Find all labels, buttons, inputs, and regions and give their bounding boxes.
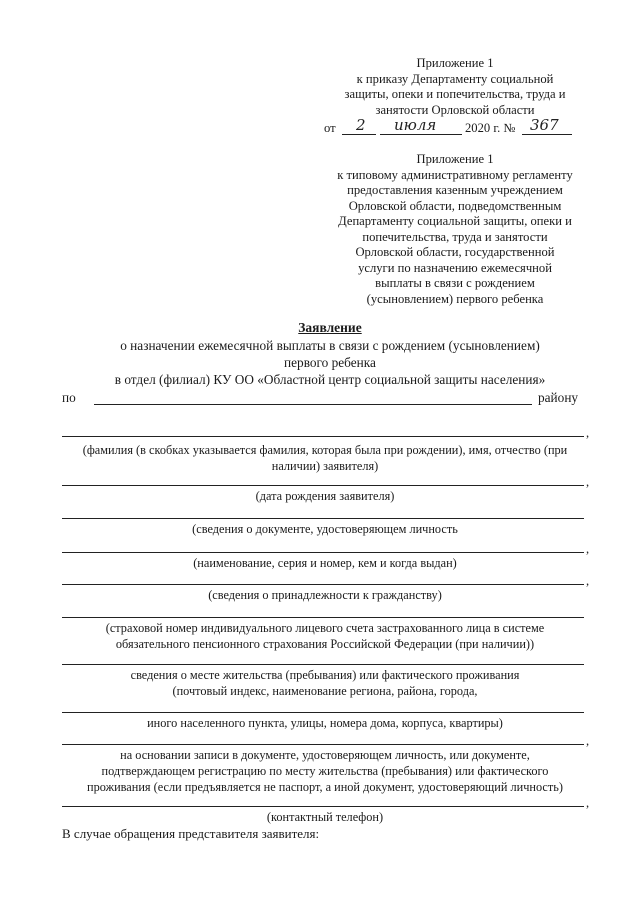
address-caption-3: иного населенного пункта, улицы, номера дома, корпуса, квартиры) bbox=[147, 716, 503, 730]
district-prefix: по bbox=[62, 390, 76, 405]
document-comma: , bbox=[586, 542, 590, 556]
fio-caption-1: (фамилия (в скобках указывается фамилия, которая была при рождении), имя, отчество (при bbox=[82, 443, 568, 457]
document-caption: (сведения о документе, удостоверяющем личность bbox=[192, 522, 458, 536]
document-detail-input-line[interactable] bbox=[62, 552, 584, 553]
district-input-line[interactable] bbox=[94, 404, 532, 405]
phone-input-line[interactable] bbox=[62, 806, 584, 807]
fio-comma: , bbox=[586, 426, 590, 440]
basis-caption-1: на основании записи в документе, удостоверяющем личность, или документе, bbox=[120, 748, 530, 762]
order-number: 367 bbox=[530, 116, 559, 134]
order-day: 2 bbox=[356, 116, 366, 134]
snils-caption-1: (страховой номер индивидуального лицевого счета застрахованного лица в системе bbox=[105, 621, 545, 635]
appendix-1-title: Приложение 1 bbox=[416, 56, 494, 70]
birth-date-input-line[interactable] bbox=[62, 485, 584, 486]
basis-caption-2: подтверждающем регистрацию по месту жительства (пребывания) или фактического bbox=[101, 764, 549, 778]
snils-caption-2: обязательного пенсионного страхования Российской Федерации (при наличии)) bbox=[115, 637, 535, 651]
order-year: 2020 г. № bbox=[465, 121, 516, 135]
appendix-1-line: занятости Орловской области bbox=[375, 102, 535, 117]
appendix-2-line: Департаменту социальной защиты, опеки и bbox=[338, 214, 572, 228]
birth-date-caption: (дата рождения заявителя) bbox=[255, 489, 395, 503]
document-input-line[interactable] bbox=[62, 518, 584, 519]
document-detail-caption: (наименование, серия и номер, кем и когда выдан) bbox=[193, 556, 457, 570]
order-month-line bbox=[380, 134, 462, 135]
appendix-2-line: к типовому административному регламенту bbox=[337, 167, 573, 182]
snils-input-line[interactable] bbox=[62, 617, 584, 618]
order-prefix: от bbox=[324, 121, 336, 135]
appendix-2-line: (усыновлением) первого ребенка bbox=[366, 291, 544, 306]
birth-comma: , bbox=[586, 475, 590, 489]
address-input-line[interactable] bbox=[62, 664, 584, 665]
fio-input-line[interactable] bbox=[62, 436, 584, 437]
appendix-2-line: предоставления казенным учреждением bbox=[347, 183, 563, 197]
phone-caption: (контактный телефон) bbox=[266, 810, 384, 824]
citizenship-caption: (сведения о принадлежности к гражданству) bbox=[208, 588, 442, 602]
appendix-1-line: защиты, опеки и попечительства, труда и bbox=[344, 87, 566, 101]
citizenship-input-line[interactable] bbox=[62, 584, 584, 585]
heading-line-2: первого ребенка bbox=[284, 355, 376, 370]
basis-caption-3: проживания (если предъявляется не паспорт, а иной документ, удостоверяющий личность) bbox=[87, 780, 563, 794]
district-suffix: району bbox=[538, 390, 579, 405]
appendix-2-line: услуги по назначению ежемесячной bbox=[358, 260, 552, 275]
address-caption-2: (почтовый индекс, наименование региона, района, города, bbox=[172, 684, 478, 698]
basis-input-line[interactable] bbox=[62, 744, 584, 745]
basis-comma: , bbox=[586, 734, 590, 748]
appendix-2-title: Приложение 1 bbox=[416, 152, 494, 166]
order-number-line bbox=[522, 134, 572, 135]
address-caption-1: сведения о месте жительства (пребывания) или фактического проживания bbox=[130, 668, 520, 682]
phone-comma: , bbox=[586, 796, 590, 810]
representative-heading: В случае обращения представителя заявителя: bbox=[62, 826, 320, 841]
order-day-line bbox=[342, 134, 376, 135]
address-input-line-2[interactable] bbox=[62, 712, 584, 713]
appendix-2-line: попечительства, труда и занятости bbox=[362, 229, 548, 244]
citizenship-comma: , bbox=[586, 574, 590, 588]
document-title: Заявление bbox=[298, 320, 362, 335]
heading-line-1: о назначении ежемесячной выплаты в связи с рождением (усыновлением) bbox=[120, 338, 540, 353]
appendix-1-line: к приказу Департаменту социальной bbox=[356, 71, 554, 86]
appendix-1-block bbox=[300, 56, 610, 118]
appendix-2-line: Орловской области, подведомственным bbox=[348, 198, 562, 213]
order-month: июля bbox=[394, 116, 437, 134]
heading-line-3: в отдел (филиал) КУ ОО «Областной центр социальной защиты населения» bbox=[114, 372, 546, 387]
fio-caption-2: наличии) заявителя) bbox=[271, 459, 379, 473]
appendix-2-line: выплаты в связи с рождением bbox=[375, 276, 535, 290]
appendix-2-block bbox=[300, 152, 610, 307]
appendix-2-line: Орловской области, государственной bbox=[355, 245, 555, 259]
